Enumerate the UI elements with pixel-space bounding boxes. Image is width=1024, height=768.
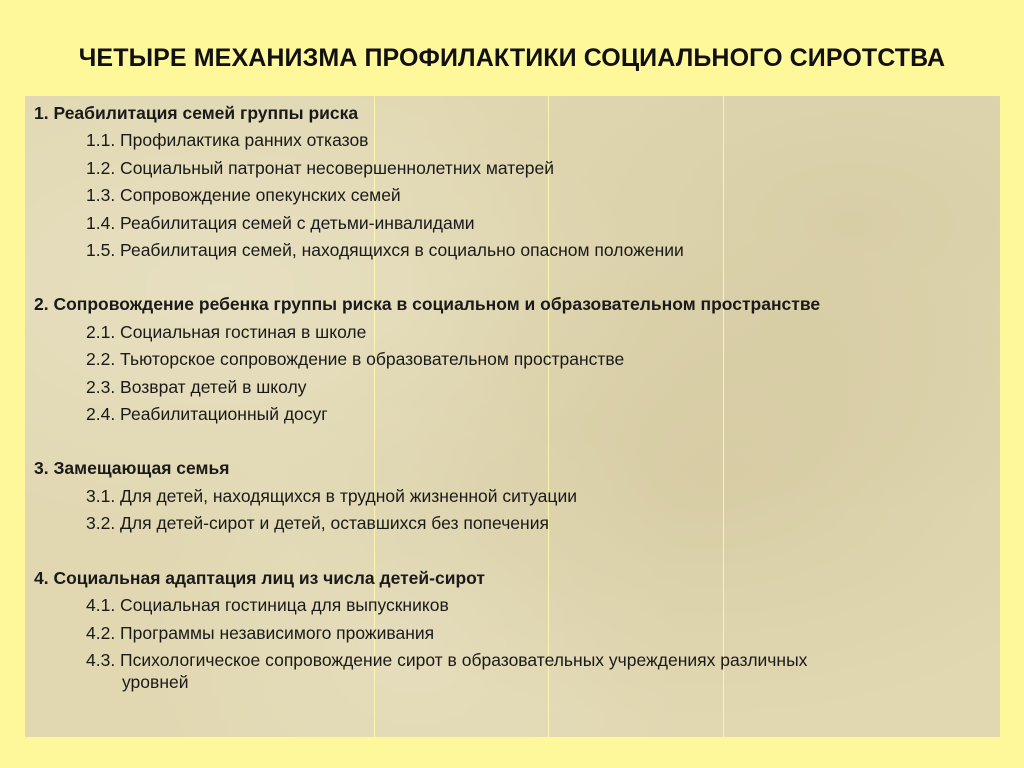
list-item: 2.1. Социальная гостиная в школе: [86, 321, 367, 342]
section-title: 2. Сопровождение ребенка группы риска в социальном и образовательном пространстве: [34, 294, 821, 315]
section-title: 1. Реабилитация семей группы риска: [34, 103, 359, 123]
list-item: 1.3. Сопровождение опекунских семей: [86, 185, 401, 206]
list-item: 2.2. Тьюторское сопровождение в образовательном пространстве: [86, 349, 625, 370]
section-title: 4. Социальная адаптация лиц из числа детей-сирот: [34, 567, 486, 588]
list-item: [34, 647, 990, 693]
section-rehabilitation: [34, 100, 990, 264]
section-child-support: [34, 291, 990, 428]
list-item: 1.5. Реабилитация семей, находящихся в социально опасном положении: [86, 240, 684, 261]
mechanisms-list: [34, 100, 990, 693]
list-item: 3.1. Для детей, находящихся в трудной жизненной ситуации: [86, 485, 577, 506]
list-item: 3.2. Для детей-сирот и детей, оставшихся без попечения: [86, 513, 549, 534]
content-panel: [25, 96, 1000, 737]
section-social-adaptation: [34, 565, 990, 693]
list-item-line: уровней: [122, 671, 189, 692]
list-item: 2.4. Реабилитационный досуг: [86, 404, 328, 425]
section-foster-family: [34, 455, 990, 537]
section-title: 3. Замещающая семья: [34, 458, 230, 479]
list-item: 4.2. Программы независимого проживания: [86, 622, 435, 643]
list-item-line: 4.3. Психологическое сопровождение сирот в образовательных учреждениях различных: [86, 649, 808, 670]
list-item: 2.3. Возврат детей в школу: [86, 376, 307, 397]
list-item: 4.1. Социальная гостиница для выпускников: [86, 595, 449, 616]
list-item: 1.4. Реабилитация семей с детьми-инвалидами: [86, 212, 475, 233]
slide-title: ЧЕТЫРЕ МЕХАНИЗМА ПРОФИЛАКТИКИ СОЦИАЛЬНОГО СИРОТСТВА: [78, 44, 946, 72]
list-item: 1.2. Социальный патронат несовершеннолетних матерей: [86, 157, 555, 178]
list-item: 1.1. Профилактика ранних отказов: [86, 130, 369, 151]
